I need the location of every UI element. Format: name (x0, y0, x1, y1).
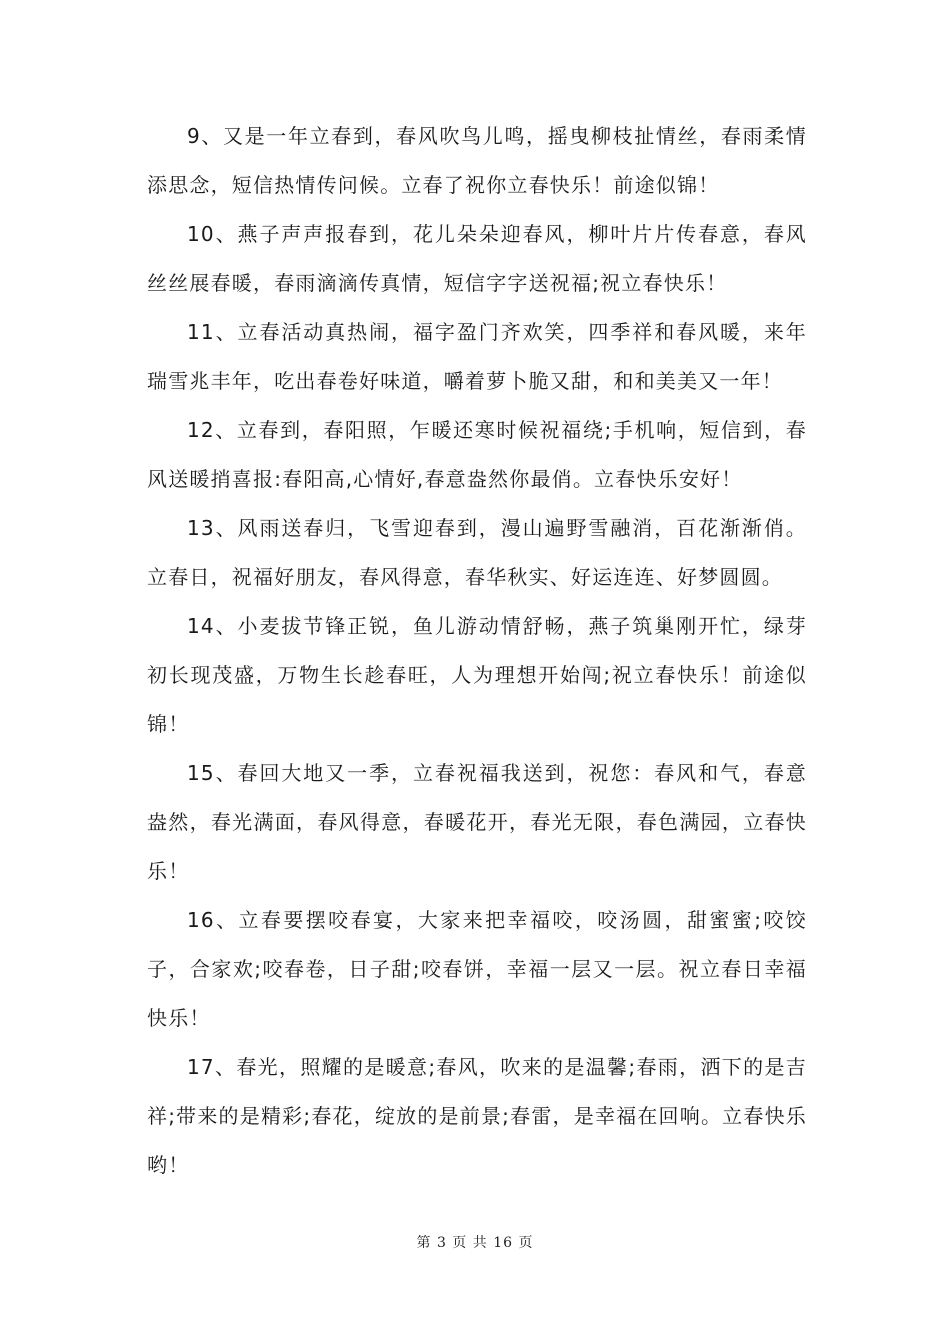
paragraph-14: 14、小麦拔节锋正锐，鱼儿游动情舒畅，燕子筑巢刚开忙，绿芽初长现茂盛，万物生长趁春旺，人为理想开始闯;祝立春快乐！前途似锦！ (147, 614, 807, 736)
paragraph-15: 15、春回大地又一季，立春祝福我送到，祝您：春风和气，春意盎然，春光满面，春风得意，春暖花开，春光无限，春色满园，立春快乐！ (147, 761, 807, 883)
document-body (147, 112, 807, 1190)
page-number-footer: 第 3 页 共 16 页 (416, 1235, 534, 1251)
paragraph-11: 11、立春活动真热闹，福字盈门齐欢笑，四季祥和春风暖，来年瑞雪兆丰年，吃出春卷好味道，嚼着萝卜脆又甜，和和美美又一年！ (147, 320, 807, 393)
paragraph-13: 13、风雨送春归，飞雪迎春到，漫山遍野雪融消，百花渐渐俏。立春日，祝福好朋友，春风得意，春华秋实、好运连连、好梦圆圆。 (147, 516, 807, 589)
paragraph-17: 17、春光，照耀的是暖意;春风，吹来的是温馨;春雨，洒下的是吉祥;带来的是精彩;春花，绽放的是前景;春雷，是幸福在回响。立春快乐哟！ (147, 1055, 807, 1177)
paragraph-10: 10、燕子声声报春到，花儿朵朵迎春风，柳叶片片传春意，春风丝丝展春暖，春雨滴滴传真情，短信字字送祝福;祝立春快乐！ (147, 222, 807, 295)
paragraph-12: 12、立春到，春阳照，乍暖还寒时候祝福绕;手机响，短信到，春风送暖捎喜报:春阳高,心情好,春意盎然你最俏。立春快乐安好！ (147, 418, 807, 491)
paragraph-9: 9、又是一年立春到，春风吹鸟儿鸣，摇曳柳枝扯情丝，春雨柔情添思念，短信热情传问候。立春了祝你立春快乐！前途似锦！ (147, 124, 807, 197)
paragraph-16: 16、立春要摆咬春宴，大家来把幸福咬，咬汤圆，甜蜜蜜;咬饺子，合家欢;咬春卷，日子甜;咬春饼，幸福一层又一层。祝立春日幸福快乐！ (147, 908, 807, 1030)
